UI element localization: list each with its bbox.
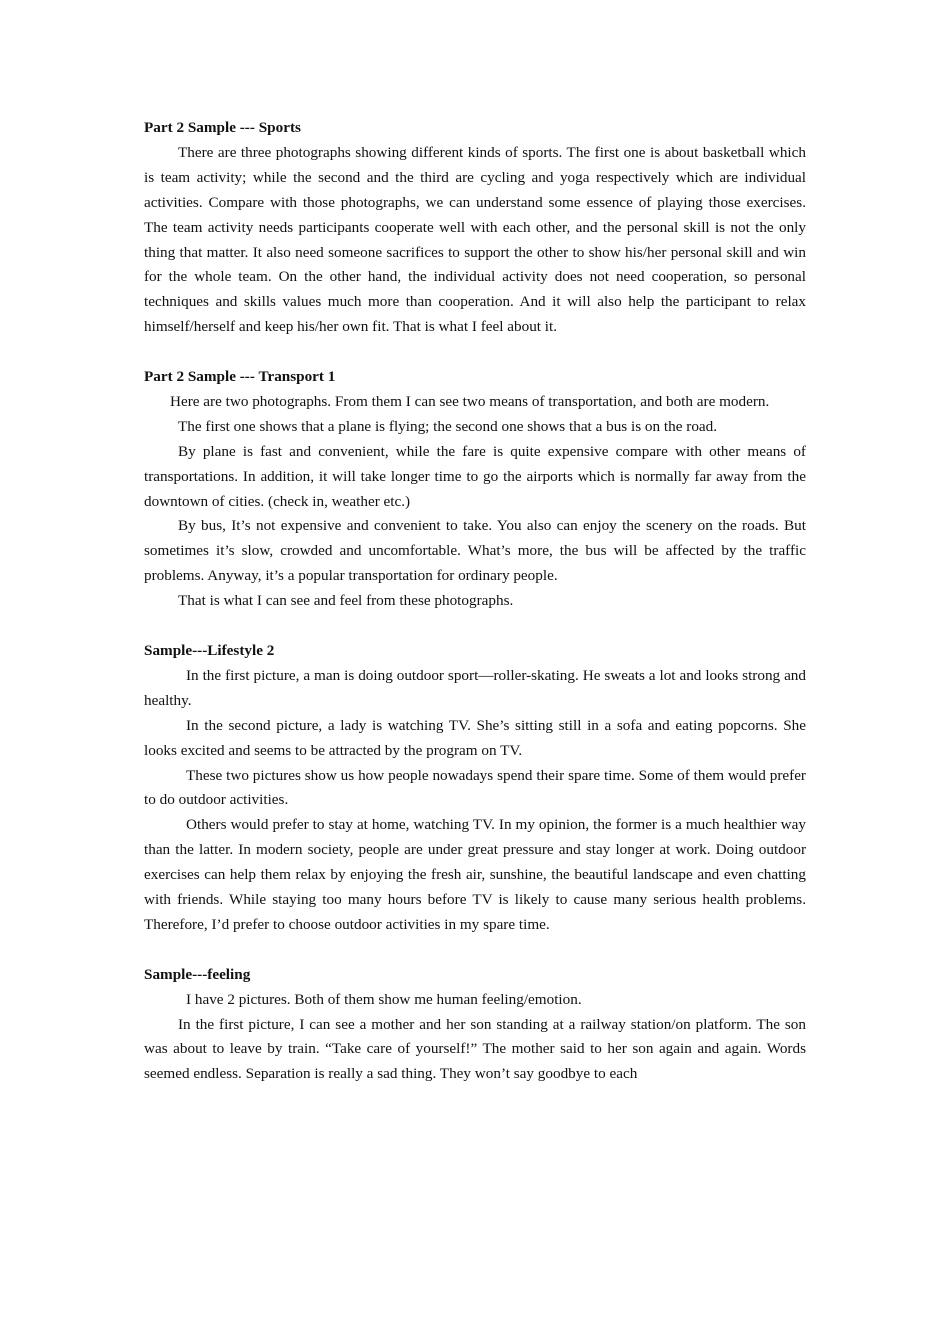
paragraph: These two pictures show us how people nowadays spend their spare time. Some of them would prefer to do outdoor activities.: [144, 766, 806, 809]
section-transport: [144, 365, 806, 614]
paragraph: In the first picture, I can see a mother and her son standing at a railway station/on platform. The son was about to leave by train. “Take care of yourself!” The mother said to her son again and again. Words seemed endless. Separation is really a sad thing. They won’t say goodbye to each: [144, 1015, 806, 1083]
paragraph: In the second picture, a lady is watching TV. She’s sitting still in a sofa and eating popcorns. She looks excited and seems to be attracted by the program on TV.: [144, 716, 806, 759]
paragraph: Others would prefer to stay at home, watching TV. In my opinion, the former is a much healthier way than the latter. In modern society, people are under great pressure and stay longer at work. Doing outdoor exercises can help them relax by enjoying the fresh air, sunshine, the beautiful landscape and even chatting with friends. While staying too many hours before TV is likely to cause many serious health problems. Therefore, I’d prefer to choose outdoor activities in my spare time.: [144, 816, 806, 933]
paragraph: In the first picture, a man is doing outdoor sport—roller-skating. He sweats a lot and looks strong and healthy.: [144, 666, 806, 709]
paragraph: I have 2 pictures. Both of them show me human feeling/emotion.: [186, 990, 582, 1008]
paragraph: By bus, It’s not expensive and convenient to take. You also can enjoy the scenery on the roads. But sometimes it’s slow, crowded and uncomfortable. What’s more, the bus will be affected by the traffic problems. Anyway, it’s a popular transportation for ordinary people.: [144, 517, 806, 585]
paragraph: There are three photographs showing different kinds of sports. The first one is about basketball which is team activity; while the second and the third are cycling and yoga respectively which are individual activities. Compare with those photographs, we can understand some essence of playing those exercises. The team activity needs participants cooperate well with each other, and the personal skill is not the only thing that matter. It also need someone sacrifices to support the other to show his/her personal skill and win for the whole team. On the other hand, the individual activity does not need cooperation, so personal techniques and skills values much more than cooperation. And it will also help the participant to relax himself/herself and keep his/her own fit. That is what I feel about it.: [144, 143, 806, 336]
section-heading: Sample---Lifestyle 2: [144, 642, 275, 659]
section-sports: [144, 116, 806, 340]
document-page: [144, 116, 806, 1087]
section-heading: Sample---feeling: [144, 965, 251, 983]
paragraph: By plane is fast and convenient, while the fare is quite expensive compare with other means of transportations. In addition, it will take longer time to go the airports which is normally far away from the downtown of cities. (check in, weather etc.): [144, 442, 806, 510]
section-heading: Part 2 Sample --- Transport 1: [144, 368, 336, 386]
section-lifestyle: [144, 639, 806, 938]
paragraph: That is what I can see and feel from these photographs.: [178, 592, 514, 610]
paragraph: Here are two photographs. From them I can see two means of transportation, and both are modern.: [170, 392, 770, 410]
paragraph: The first one shows that a plane is flying; the second one shows that a bus is on the road.: [178, 417, 718, 435]
section-feeling: [144, 963, 806, 1088]
section-heading: Part 2 Sample --- Sports: [144, 119, 301, 136]
